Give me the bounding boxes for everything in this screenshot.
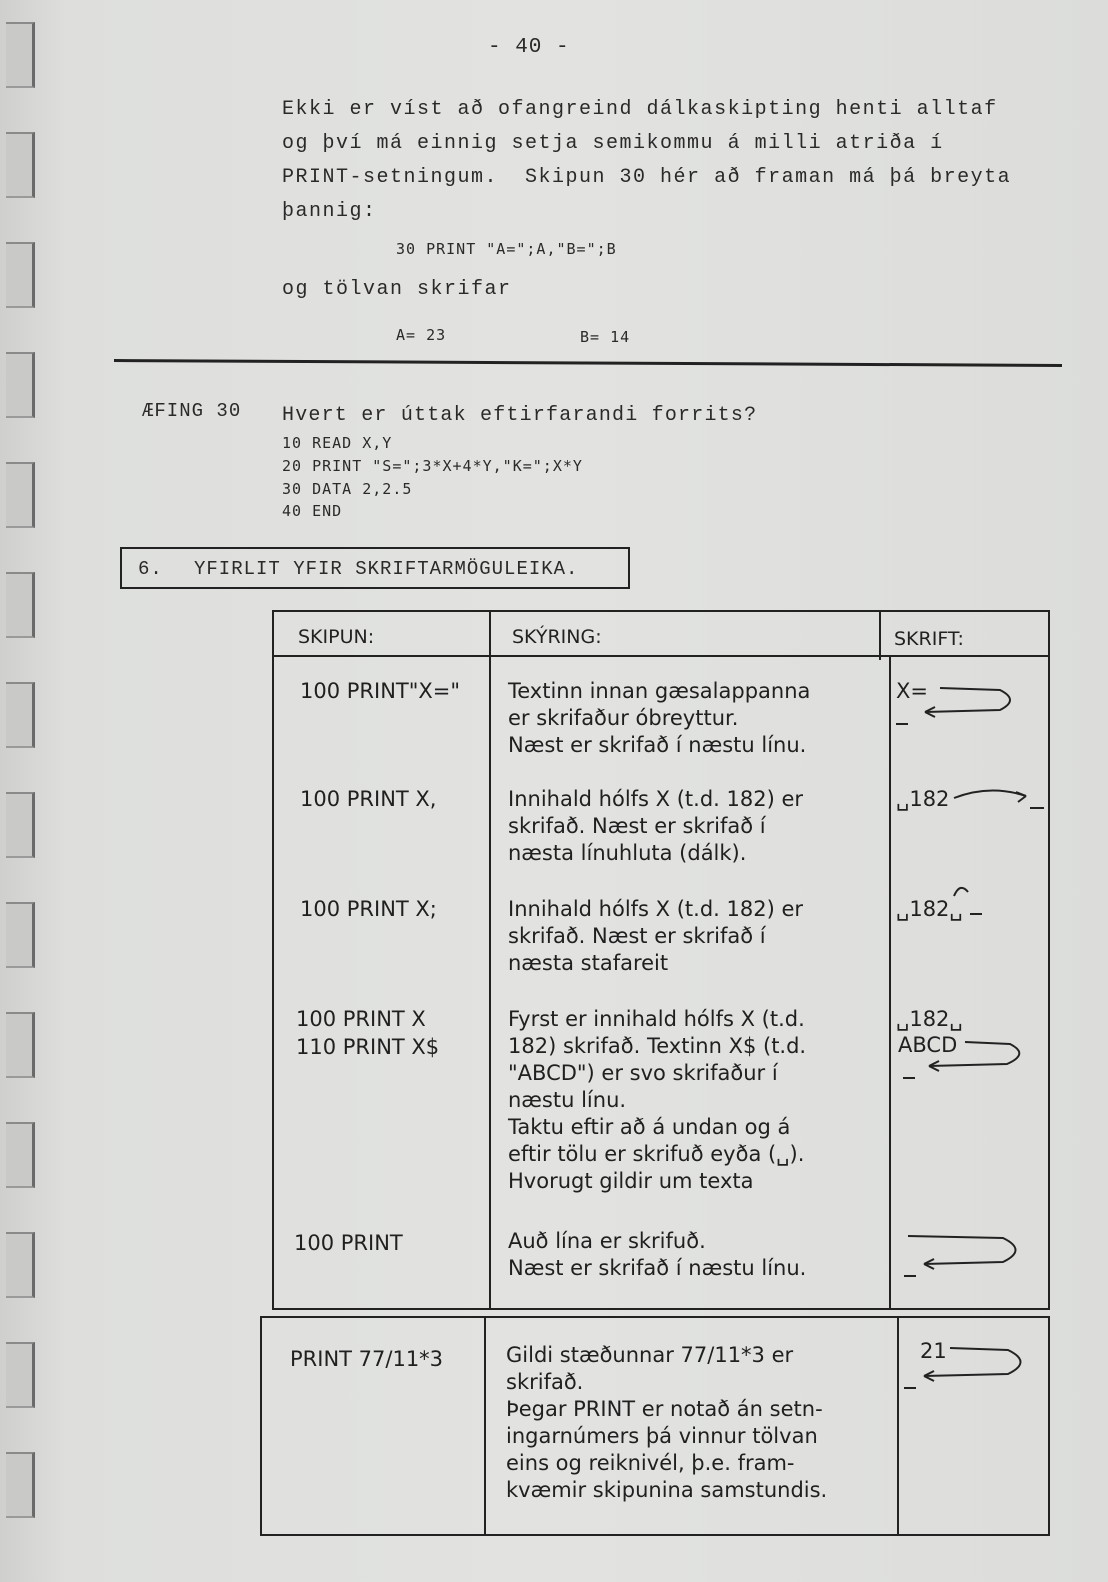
- newline-arrow-icon: [890, 680, 1030, 740]
- output-text: ␣182␣: [896, 1007, 963, 1031]
- printer-intro: og tölvan skrifar: [282, 278, 512, 301]
- newline-arrow-icon: [898, 1232, 1038, 1282]
- explanation-line: Auð lína er skrifuð.: [508, 1229, 706, 1253]
- command-cell: 100 PRINT X: [296, 1007, 426, 1031]
- binder-hole: [6, 22, 35, 88]
- binder-hole: [6, 132, 35, 198]
- binder-hole: [6, 1122, 35, 1188]
- explanation-line: 182) skrifað. Textinn X$ (t.d.: [508, 1034, 807, 1058]
- explanation-line: "ABCD") er svo skrifaður í: [508, 1061, 778, 1085]
- intro-line: PRINT-setningum. Skipun 30 hér að framan má þá breyta: [282, 166, 1012, 189]
- code-line: 30 PRINT "A=";A,"B=";B: [396, 240, 617, 258]
- binder-hole: [6, 242, 35, 308]
- output-text: ␣182: [896, 787, 950, 811]
- explanation-line: næsta línuhluta (dálk).: [508, 841, 747, 865]
- tab-arrow-icon: [950, 784, 1050, 814]
- explanation-line: eins og reiknivél, þ.e. fram-: [506, 1451, 795, 1475]
- intro-line: þannig:: [282, 200, 377, 223]
- binder-hole: [6, 352, 35, 418]
- output-text: ABCD: [898, 1033, 958, 1057]
- column-divider: [889, 655, 891, 1310]
- binder-hole: [6, 462, 35, 528]
- section-number: 6.: [138, 558, 163, 580]
- page-number: - 40 -: [488, 36, 570, 59]
- explanation-line: eftir tölu er skrifuð eyða (␣).: [508, 1142, 805, 1166]
- explanation-line: Fyrst er innihald hólfs X (t.d.: [508, 1007, 805, 1031]
- exercise-code-line: 30 DATA 2,2.5: [282, 480, 413, 498]
- exercise-code-line: 20 PRINT "S=";3*X+4*Y,"K=";X*Y: [282, 457, 583, 475]
- output-a: A= 23: [396, 326, 447, 344]
- binder-hole: [6, 1342, 35, 1408]
- column-divider: [484, 1316, 486, 1536]
- section-title: YFIRLIT YFIR SKRIFTARMÖGULEIKA.: [194, 558, 579, 580]
- explanation-line: er skrifaður óbreyttur.: [508, 706, 739, 730]
- explanation-line: skrifað. Næst er skrifað í: [508, 814, 766, 838]
- exercise-label: ÆFING 30: [142, 400, 242, 422]
- exercise-code-line: 40 END: [282, 502, 343, 520]
- header-output: SKRIFT:: [894, 628, 964, 650]
- explanation-line: Taktu eftir að á undan og á: [508, 1115, 791, 1139]
- output-text: 21: [920, 1339, 947, 1363]
- binder-hole: [6, 1012, 35, 1078]
- explanation-line: ingarnúmers þá vinnur tölvan: [506, 1424, 818, 1448]
- intro-line: Ekki er víst að ofangreind dálkaskipting henti alltaf: [282, 98, 998, 121]
- binder-hole: [6, 902, 35, 968]
- explanation-line: næsta stafareit: [508, 951, 669, 975]
- binder-hole: [6, 572, 35, 638]
- next-cell-arrow-icon: [950, 880, 990, 920]
- binder-holes: [0, 0, 42, 1582]
- column-divider: [489, 610, 491, 1310]
- command-cell: 100 PRINT X;: [300, 897, 437, 921]
- explanation-line: Hvorugt gildir um texta: [508, 1169, 754, 1193]
- newline-arrow-icon: [898, 1342, 1038, 1392]
- exercise-code-line: 10 READ X,Y: [282, 434, 393, 452]
- horizontal-rule: [114, 359, 1062, 367]
- explanation-line: kvæmir skipunina samstundis.: [506, 1478, 828, 1502]
- binder-hole: [6, 682, 35, 748]
- output-text: ␣182␣: [896, 897, 963, 921]
- binder-hole: [6, 1452, 35, 1518]
- explanation-line: Næst er skrifað í næstu línu.: [508, 1256, 807, 1280]
- command-cell: 100 PRINT"X=": [300, 679, 461, 703]
- explanation-line: skrifað.: [506, 1370, 584, 1394]
- binder-hole: [6, 792, 35, 858]
- exercise-question: Hvert er úttak eftirfarandi forrits?: [282, 404, 758, 427]
- binder-hole: [6, 1232, 35, 1298]
- explanation-line: Gildi stæðunnar 77/11*3 er: [506, 1343, 794, 1367]
- explanation-line: Innihald hólfs X (t.d. 182) er: [508, 787, 804, 811]
- command-cell: 110 PRINT X$: [296, 1035, 440, 1059]
- header-command: SKIPUN:: [298, 626, 375, 648]
- output-text: X=: [896, 679, 928, 703]
- column-divider: [879, 610, 881, 660]
- explanation-line: skrifað. Næst er skrifað í: [508, 924, 766, 948]
- explanation-line: næstu línu.: [508, 1088, 627, 1112]
- intro-line: og því má einnig setja semikommu á milli atriða í: [282, 132, 944, 155]
- section-heading: [120, 547, 630, 589]
- explanation-line: Næst er skrifað í næstu línu.: [508, 733, 807, 757]
- explanation-line: Þegar PRINT er notað án setn-: [506, 1397, 823, 1421]
- newline-arrow-icon: [895, 1034, 1035, 1084]
- explanation-line: Textinn innan gæsalappanna: [508, 679, 811, 703]
- explanation-line: Innihald hólfs X (t.d. 182) er: [508, 897, 804, 921]
- header-explanation: SKÝRING:: [512, 626, 602, 648]
- command-cell: 100 PRINT X,: [300, 787, 437, 811]
- command-cell: PRINT 77/11*3: [290, 1347, 444, 1371]
- header-divider: [272, 655, 1050, 657]
- command-cell: 100 PRINT: [294, 1231, 403, 1255]
- output-b: B= 14: [580, 328, 631, 346]
